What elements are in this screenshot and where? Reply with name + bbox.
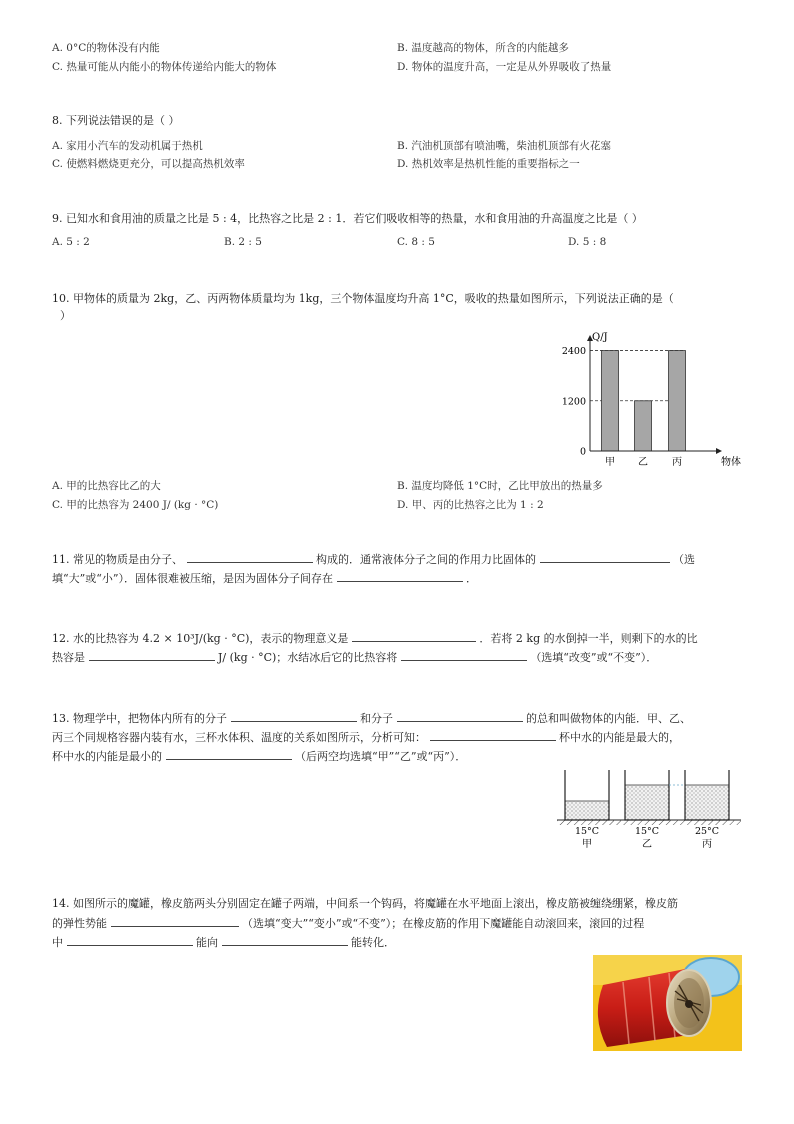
q9-option-a: A. 5 : 2 bbox=[52, 236, 90, 248]
water-yi bbox=[625, 785, 669, 820]
q14-blank-1[interactable] bbox=[111, 914, 239, 927]
x-axis-label: 物体 bbox=[721, 457, 741, 468]
q13-text-5: 杯中水的内能是最大的， bbox=[559, 731, 680, 744]
cup-jia-label: 甲 bbox=[582, 839, 592, 850]
cup-bing-temp: 25°C bbox=[694, 826, 720, 837]
bar-2 bbox=[669, 351, 686, 451]
bar-0 bbox=[602, 351, 619, 451]
q8-option-d: D. 热机效率是热机性能的重要指标之一 bbox=[397, 158, 580, 170]
q13-line3 bbox=[52, 747, 466, 764]
q13-blank-2[interactable] bbox=[397, 709, 523, 722]
q10-option-d: D. 甲、丙的比热容之比为 1 : 2 bbox=[397, 499, 544, 511]
q12-line1 bbox=[52, 629, 698, 646]
q12-text-3: 热容是 bbox=[52, 651, 85, 664]
bar-1 bbox=[635, 401, 652, 451]
q14-line3 bbox=[52, 933, 395, 950]
q9-option-d: D. 5 : 8 bbox=[568, 236, 607, 248]
q7-option-b: B. 温度越高的物体，所含的内能越多 bbox=[397, 42, 569, 54]
q11-text-2: 构成的．通常液体分子之间的作用力比固体的 bbox=[316, 553, 536, 566]
q8-option-c: C. 使燃料燃烧更充分，可以提高热机效率 bbox=[52, 158, 245, 170]
ground-hatching bbox=[557, 820, 741, 825]
q11-line2 bbox=[52, 569, 477, 586]
q13-text-6: 杯中水的内能是最小的 bbox=[52, 750, 162, 763]
q9-option-b: B. 2 : 5 bbox=[224, 236, 262, 248]
cup-yi-label: 乙 bbox=[642, 839, 652, 850]
cup-bing bbox=[685, 770, 729, 820]
q13-text-2: 和分子 bbox=[360, 712, 393, 725]
x-category-label-0: 甲 bbox=[605, 457, 615, 468]
q13-text-1: 13. 物理学中，把物体内所有的分子 bbox=[52, 712, 227, 725]
q11-blank-3[interactable] bbox=[337, 569, 463, 582]
water-bing bbox=[685, 785, 729, 820]
magic-can-photo bbox=[593, 955, 742, 1051]
q11-text-4: 填“大”或“小”）．固体很难被压缩，是因为固体分子间存在 bbox=[52, 572, 333, 585]
q13-text-3: 的总和叫做物体的内能．甲、乙、 bbox=[526, 712, 691, 725]
q13-blank-4[interactable] bbox=[166, 747, 292, 760]
q12-line2 bbox=[52, 648, 657, 665]
y-tick-label-2: 2400 bbox=[561, 346, 586, 358]
q11-text-5: ． bbox=[466, 572, 477, 585]
q10-stem-line2: ） bbox=[60, 309, 71, 322]
q14-line1: 14. 如图所示的魔罐，橡皮筋两头分别固定在罐子两端，中间系一个钩码，将魔罐在水平地面上滚出，橡皮筋被缠绕绷紧，橡皮筋 bbox=[52, 897, 678, 910]
q12-blank-1[interactable] bbox=[352, 629, 476, 642]
q12-text-1: 12. 水的比热容为 4.2 × 10³J/(kg · °C)，表示的物理意义是 bbox=[52, 632, 349, 645]
q14-text-2: 的弹性势能 bbox=[52, 917, 107, 930]
q14-line2 bbox=[52, 914, 644, 931]
q8-stem: 8. 下列说法错误的是（ ） bbox=[52, 114, 180, 127]
x-category-label-1: 乙 bbox=[638, 457, 648, 468]
q10-option-c: C. 甲的比热容为 2400 J/ (kg · °C) bbox=[52, 499, 219, 511]
q11-text-1: 11. 常见的物质是由分子、 bbox=[52, 553, 183, 566]
q8-option-a: A. 家用小汽车的发动机属于热机 bbox=[52, 140, 203, 152]
cup-yi bbox=[625, 770, 669, 820]
q14-text-5: 能向 bbox=[196, 936, 218, 949]
cup-yi-temp: 15°C bbox=[634, 826, 660, 837]
q13-text-4: 丙三个同规格容器内装有水，三杯水体积、温度的关系如图所示，分析可知： bbox=[52, 731, 426, 744]
cup-jia-temp: 15°C bbox=[574, 826, 600, 837]
q7-option-d: D. 物体的温度升高，一定是从外界吸收了热量 bbox=[397, 61, 612, 73]
water-cups-figure bbox=[555, 766, 745, 856]
water-jia bbox=[565, 801, 609, 820]
q11-line1 bbox=[52, 550, 695, 567]
q14-text-4: 中 bbox=[52, 936, 63, 949]
q12-text-5: （选填“改变”或“不变”）． bbox=[530, 651, 658, 664]
q10-stem-line1: 10. 甲物体的质量为 2kg，乙、丙两物体质量均为 1kg，三个物体温度均升高 1°C，吸收的热量如图所示，下列说法正确的是（ bbox=[52, 292, 674, 305]
q7-option-c: C. 热量可能从内能小的物体传递给内能大的物体 bbox=[52, 61, 277, 73]
q13-line2 bbox=[52, 728, 680, 745]
q9-stem: 9. 已知水和食用油的质量之比是 5 : 4，比热容之比是 2 : 1．若它们吸收相等的热量，水和食用油的升高温度之比是（ ） bbox=[52, 212, 643, 225]
q14-text-3: （选填“变大”“变小”或“不变”）；在橡皮筋的作用下魔罐能自动滚回来，滚回的过程 bbox=[242, 917, 645, 930]
q13-line1 bbox=[52, 709, 691, 726]
q11-blank-2[interactable] bbox=[540, 550, 670, 563]
heat-bar-chart bbox=[555, 326, 775, 471]
q12-blank-2[interactable] bbox=[89, 648, 215, 661]
q9-option-c: C. 8 : 5 bbox=[397, 236, 435, 248]
q14-blank-2[interactable] bbox=[67, 933, 193, 946]
cup-bing-label: 丙 bbox=[702, 839, 712, 850]
hook-weight bbox=[685, 1000, 693, 1008]
q12-text-2: ．若将 2 kg 的水倒掉一半，则剩下的水的比 bbox=[479, 632, 698, 645]
q13-blank-1[interactable] bbox=[231, 709, 357, 722]
q11-blank-1[interactable] bbox=[187, 550, 313, 563]
q12-blank-3[interactable] bbox=[401, 648, 527, 661]
x-category-label-2: 丙 bbox=[672, 457, 682, 468]
q13-text-7: （后两空均选填“甲”“乙”或“丙”）． bbox=[295, 750, 467, 763]
cup-jia bbox=[565, 770, 609, 820]
q14-text-6: 能转化． bbox=[351, 936, 395, 949]
q11-text-3: （选 bbox=[673, 553, 695, 566]
y-tick-label-1: 1200 bbox=[561, 396, 586, 408]
q7-option-a: A. 0°C的物体没有内能 bbox=[52, 42, 160, 54]
q10-option-b: B. 温度均降低 1°C时，乙比甲放出的热量多 bbox=[397, 480, 603, 492]
y-axis-label: Q/J bbox=[592, 332, 608, 343]
q10-option-a: A. 甲的比热容比乙的大 bbox=[52, 480, 161, 492]
q13-blank-3[interactable] bbox=[430, 728, 556, 741]
y-tick-label-0: 0 bbox=[579, 446, 586, 458]
q8-option-b: B. 汽油机顶部有喷油嘴，柴油机顶部有火花塞 bbox=[397, 140, 611, 152]
q14-blank-3[interactable] bbox=[222, 933, 348, 946]
q12-text-4: J/ (kg · °C)；水结冰后它的比热容将 bbox=[218, 651, 398, 664]
